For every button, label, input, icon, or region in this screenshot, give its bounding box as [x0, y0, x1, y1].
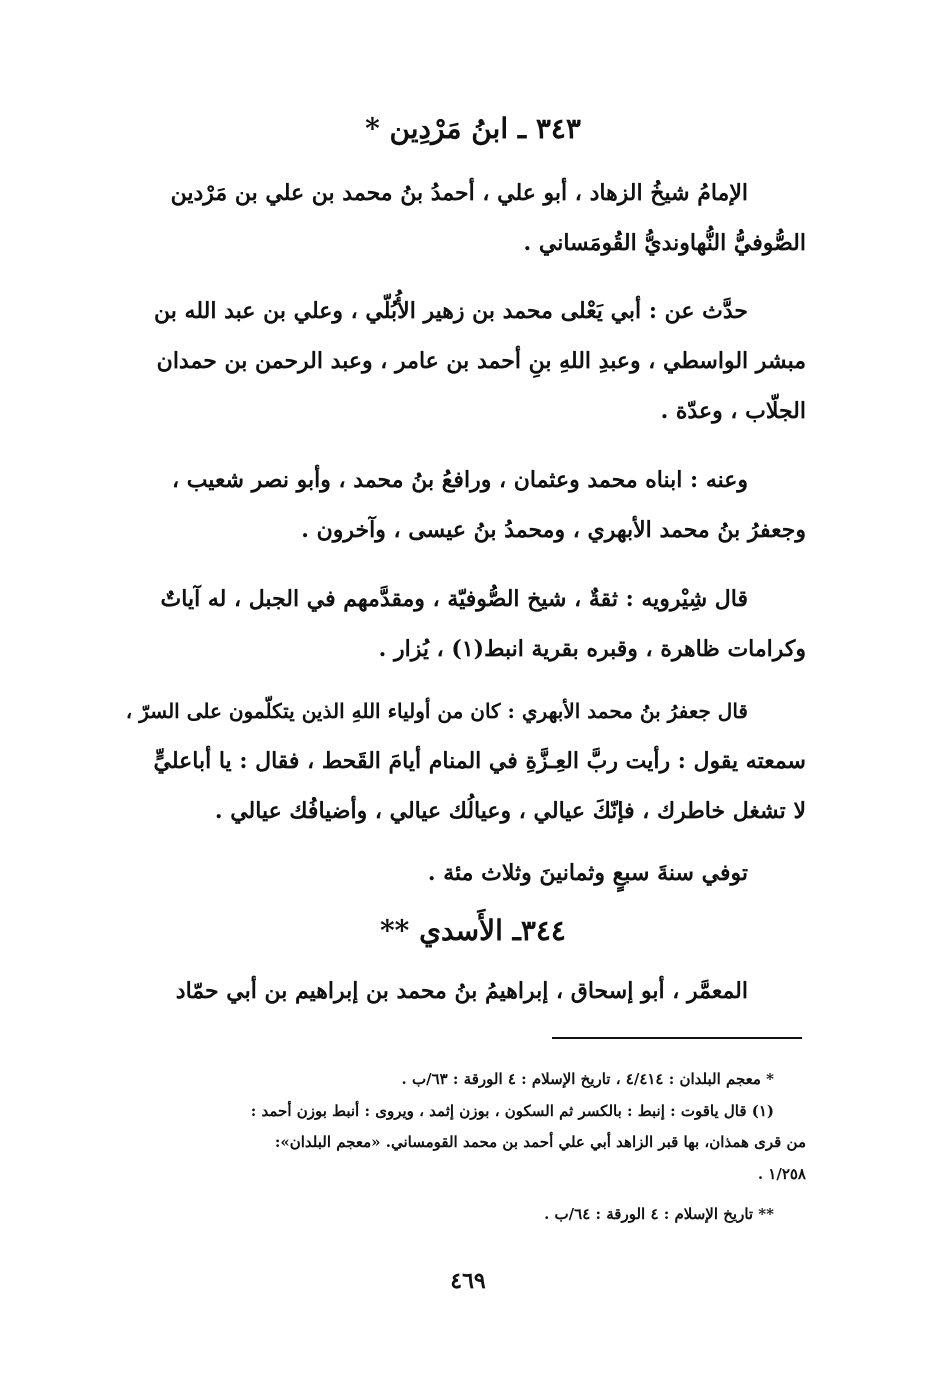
- page-number: ٤٦٩: [450, 1268, 486, 1294]
- footnote-1-line2: من قرى همذان، بها قبر الزاهد أبي علي أحمد بن محمد القومساني. «معجم البلدان»:: [274, 1133, 806, 1151]
- entry-344-para1: المعمَّر ، أبو إسحاق ، إبراهيمُ بنُ محمد بن إبراهيم بن أبي حمّاد: [175, 978, 748, 1004]
- footnote-star2: ** تاريخ الإسلام : ٤ الورقة : ٦٤/ب .: [544, 1205, 774, 1223]
- entry-343-para6: توفي سنةَ سبعٍ وثمانينَ وثلاث مئة .: [427, 860, 748, 886]
- entry-343-para2-line3: الجلّاب ، وعدّة .: [660, 398, 806, 424]
- entry-343-para1-line2: الصُّوفيُّ النُّهاونديُّ القُومَساني .: [523, 230, 806, 256]
- entry-343-para2-line1: حدَّث عن : أبي يَعْلى محمد بن زهير الأُبُلّي ، وعلي بن عبد الله بن: [154, 298, 748, 324]
- footnote-1-line3: ١/٢٥٨ .: [757, 1165, 806, 1183]
- entry-343-para1-line1: الإمامُ شيخُ الزهاد ، أبو علي ، أحمدُ بنُ محمد بن علي بن مَرْدين: [170, 180, 748, 206]
- footnote-separator: [552, 1037, 802, 1039]
- entry-343-para5-line3: لا تشغل خاطرك ، فإنّكَ عيالي ، وعيالُك عيالي ، وأضيافُك عيالي .: [214, 798, 806, 824]
- footnote-1-line1: (١) قال ياقوت : إنبط : بالكسر ثم السكون ، بوزن إثمد ، ويروى : أنبط بوزن أحمد :: [250, 1102, 774, 1120]
- entry-343-para4-line1: قال شِيْرويه : ثقةٌ ، شيخ الصُّوفيّة ، ومقدَّمهم في الجبل ، له آياتٌ: [160, 586, 748, 612]
- entry-343-heading: ٣٤٣ ـ ابنُ مَرْدِين *: [365, 112, 581, 145]
- entry-344-heading: ٣٤٤ـ الأَسدي **: [380, 914, 566, 947]
- entry-343-para3-line2: وجعفرُ بنُ محمد الأبهري ، ومحمدُ بنُ عيسى ، وآخرون .: [301, 517, 806, 543]
- entry-343-para4-line2: وكرامات ظاهرة ، وقبره بقرية انبط(١) ، يُزار .: [378, 636, 806, 662]
- footnote-star1: * معجم البلدان : ٤/٤١٤ ، تاريخ الإسلام : ٤ الورقة : ٦٣/ب .: [401, 1070, 774, 1088]
- entry-343-para3-line1: وعنه : ابناه محمد وعثمان ، ورافعُ بنُ محمد ، وأبو نصر شعيب ،: [171, 467, 748, 493]
- entry-343-para5-line1: قال جعفرُ بنُ محمد الأبهري : كان من أولياء اللهِ الذين يتكلّمون على السرّ ،: [125, 699, 748, 723]
- entry-343-para2-line2: مبشر الواسطي ، وعبدِ اللهِ بنِ أحمد بن عامر ، وعبد الرحمن بن حمدان: [156, 348, 806, 374]
- entry-343-para5-line2: سمعته يقول : رأيت ربَّ العِـزَّةِ في المنام أيامَ القَحط ، فقال : يا أباعليٍّ: [153, 748, 806, 774]
